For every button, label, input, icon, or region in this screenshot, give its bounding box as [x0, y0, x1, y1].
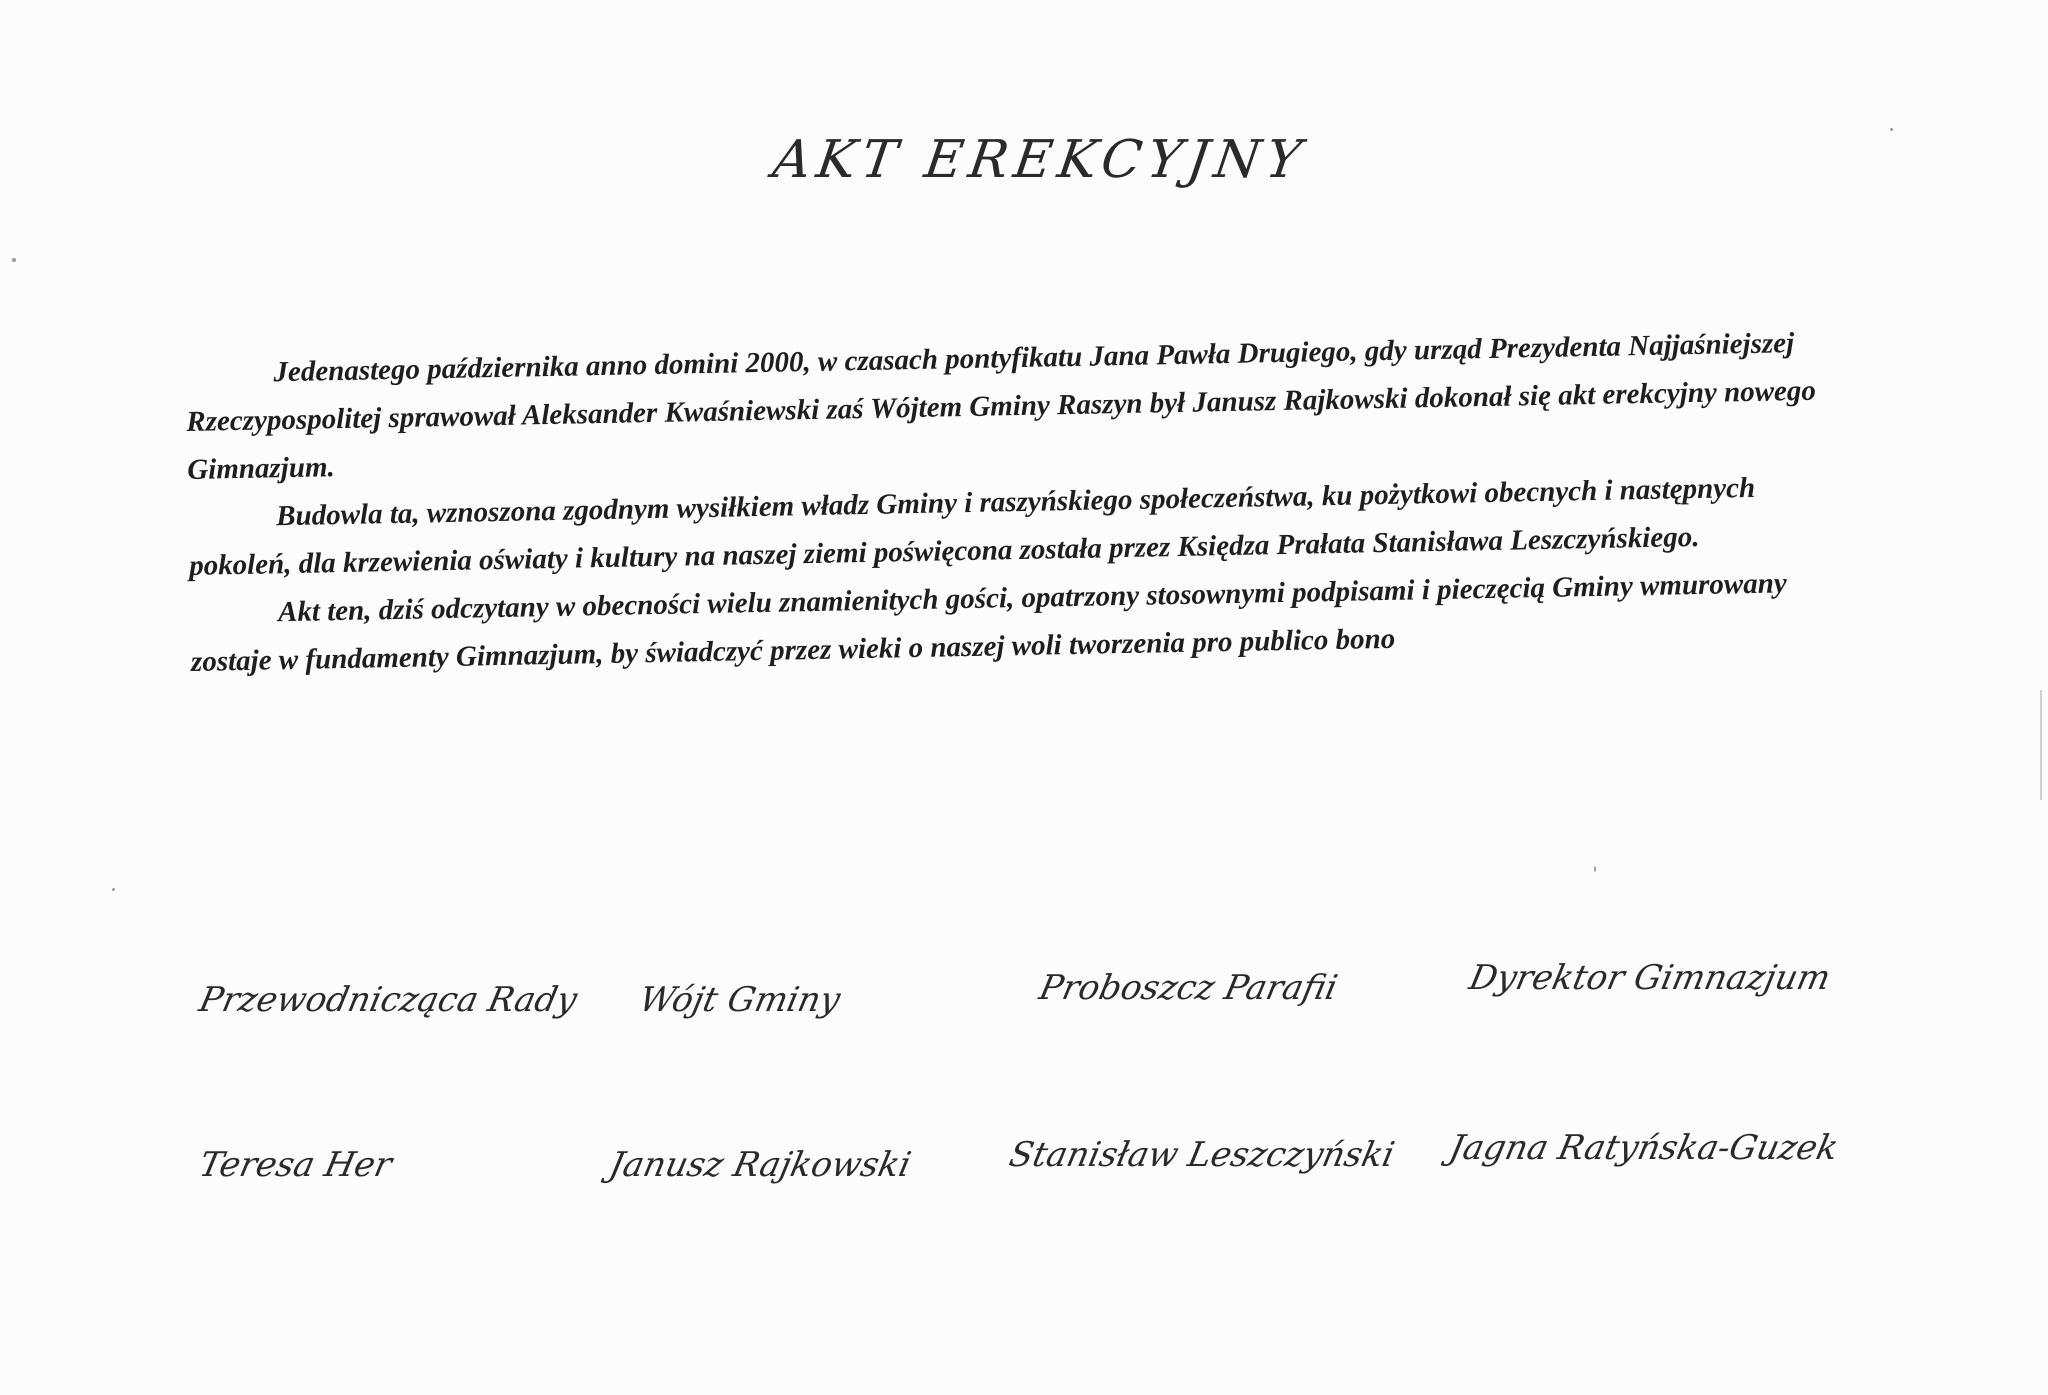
- scan-speck: [112, 888, 115, 891]
- signatory-role-3: Proboszcz Parafii: [1035, 968, 1341, 1008]
- paragraph-3: Akt ten, dziś odczytany w obecności wielu znamienitych gości, opatrzony stosownymi podpisami i pieczęcią Gminy wmurowany zostaje w fundamenty Gimnazjum, by świadczyć przez wieki o naszej woli tworzenia pro publico bono: [190, 567, 1787, 678]
- signatory-role-4: Dyrektor Gimnazjum: [1465, 958, 1834, 998]
- document-title: AKT EREKCYJNY: [769, 130, 1311, 190]
- scan-speck: [12, 258, 16, 262]
- signatory-name-4: Jagna Ratyńska-Guzek: [1445, 1128, 1842, 1168]
- signatory-name-1: Teresa Her: [195, 1145, 396, 1185]
- signatory-role-1: Przewodnicząca Rady: [195, 980, 581, 1020]
- signatures-section: [190, 958, 1910, 1200]
- signatory-name-3: Stanisław Leszczyński: [1005, 1135, 1398, 1175]
- scan-speck: [1594, 866, 1596, 872]
- scan-speck: [1890, 128, 1893, 131]
- scan-edge-line: [2040, 690, 2042, 800]
- paragraph-2: Budowla ta, wznoszona zgodnym wysiłkiem władz Gminy i raszyńskiego społeczeństwa, ku pożytkowi obecnych i następnych pokoleń, dla krzewienia oświaty i kultury na naszej ziemi poświęcona została przez Księdza Prałata Stanisława Leszczyńskiego.: [188, 471, 1756, 582]
- paragraph-1: Jedenastego października anno domini 2000, w czasach pontyfikatu Jana Pawła Drugiego, gdy urząd Prezydenta Najjaśniejszej Rzeczypospolitej sprawował Aleksander Kwaśniewski zaś Wójtem Gminy Raszyn był Janusz Rajkowski dokonał się akt erekcyjny nowego Gimnazjum.: [186, 327, 1817, 486]
- document-body: [185, 318, 1841, 686]
- signatory-name-2: Janusz Rajkowski: [605, 1145, 915, 1185]
- signatory-role-2: Wójt Gminy: [635, 980, 844, 1020]
